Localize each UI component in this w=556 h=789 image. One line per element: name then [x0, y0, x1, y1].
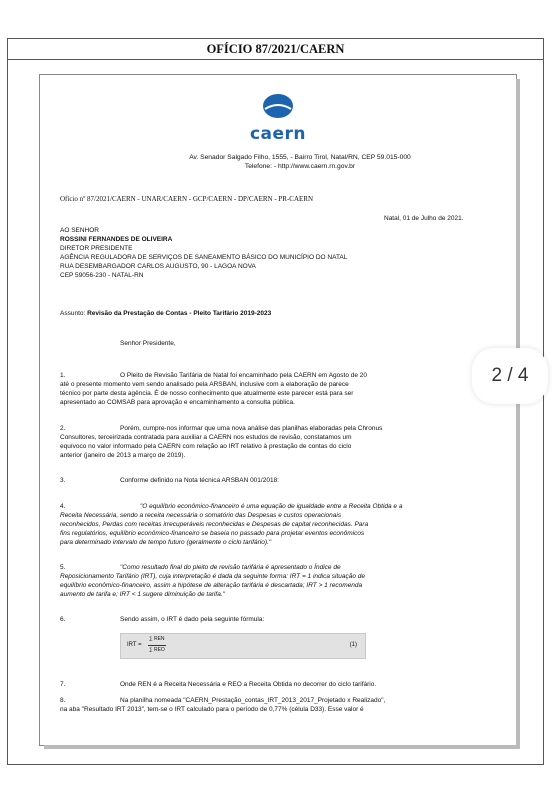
- recipient-line: DIRETOR PRESIDENTE: [60, 245, 133, 252]
- paragraph-line: Na planilha nomeada "CAERN_Prestação_contas_IRT_2013_2017_Projetado x Realizado",: [120, 697, 386, 704]
- document-title: OFÍCIO 87/2021/CAERN: [7, 38, 544, 60]
- paragraph-line: Onde REN é a Receita Necessária e REO a Receita Obtida no decorrer do ciclo tarifário.: [120, 681, 377, 688]
- fraction-bar: [148, 645, 166, 646]
- formula-numerator: ∑ REN: [149, 636, 165, 642]
- quote-line: Receita Necessária, sendo a receita necessária o somatório das Despesas e custos operacionais: [60, 512, 342, 519]
- paragraph-line: técnico por parte desta agência. É de nosso conhecimento que atualmente este parecer está para ser: [60, 390, 354, 397]
- paragraph-number: 3.: [60, 477, 66, 484]
- paragraph-line: apresentado ao COMSAB para aprovação e encaminhamento a consulta pública.: [60, 399, 295, 406]
- quote-line: "Como resultado final do pleito de revisão tarifária é apresentado o Índice de: [120, 564, 341, 571]
- formula-denominator: ∑ REO: [149, 647, 165, 653]
- office-reference: Ofício nº 87/2021/CAERN - UNAR/CAERN - GCP/CAERN - DP/CAERN - PR-CAERN: [60, 195, 314, 203]
- quote-line: equilíbrio econômico-financeiro, assim a hipótese de alteração tarifária é descartada; IRT > 1 recomenda: [60, 582, 363, 589]
- paragraph-line: até o presente momento vem sendo analisado pela ARSBAN, inclusive com a elaboração de parece: [60, 381, 349, 388]
- address-line: Av. Senador Salgado Filho, 1555, - Bairro Tirol, Natal/RN, CEP 59.015-000: [189, 154, 411, 161]
- letter-page: [40, 75, 516, 745]
- quote-line: fins regulatórios, equilíbrio econômico-financeiro se baseia no passado para projetar eventos econômicos: [60, 530, 365, 537]
- recipient-line: CEP 59056-230 - NATAL-RN: [60, 272, 144, 279]
- quote-line: reconhecidos, Perdas com receitas irrecuperáveis reconhecidas e Despesas de capital reconhecidas. Para: [60, 521, 369, 528]
- letter-date: Natal, 01 de Julho de 2021.: [384, 215, 464, 222]
- salutation: Senhor Presidente,: [120, 340, 176, 347]
- paragraph-number: 2.: [60, 425, 66, 432]
- paragraph-line: na aba "Resultado IRT 2013", tem-se o IRT calculado para o período de 0,77% (célula D33). Esse valor é: [60, 706, 364, 713]
- paragraph-number: 4.: [60, 503, 66, 510]
- subject-label: Assunto:: [60, 310, 86, 317]
- caern-logo: [40, 93, 516, 144]
- phone-line: Telefone: - http://www.caern.rn.gov.br: [244, 163, 356, 170]
- quote-line: aumento de tarifa e; IRT < 1 sugere diminuição de tarifa.": [60, 591, 225, 598]
- paragraph-line: Consultores, terceirizada contratada para auxiliar a CAERN nos estudos de revisão, constatamos um: [60, 434, 352, 441]
- recipient-line: RUA DESEMBARGADOR CARLOS AUGUSTO, 90 - LAGOA NOVA: [60, 263, 256, 270]
- paragraph-line: anterior (janeiro de 2013 a março de 2019).: [60, 452, 186, 459]
- logo-wordmark: caern: [249, 124, 307, 144]
- paragraph-number: 8.: [60, 697, 66, 704]
- formula-tag: (1): [349, 642, 357, 648]
- formula-lhs: IRT =: [127, 642, 142, 648]
- irt-formula-box: [120, 633, 366, 659]
- paragraph-line: Conforme definido na Nota técnica ARSBAN 001/2018:: [120, 477, 279, 484]
- paragraph-line: O Pleito de Revisão Tarifária de Natal foi encaminhado pela CAERN em Agosto de 20: [120, 372, 368, 379]
- subject-line: [60, 310, 271, 319]
- paragraph-number: 5.: [60, 564, 66, 571]
- subject-text: Revisão da Prestação de Contas - Pleito Tarifário 2019-2023: [87, 310, 272, 317]
- water-drop-icon: [261, 93, 295, 119]
- quote-line: para determinado intervalo de tempo futuro (geralmente o ciclo tarifário).": [60, 539, 272, 546]
- paragraph-line: Sendo assim, o IRT é dado pela seguinte fórmula:: [120, 616, 265, 623]
- quote-line: Reposicionamento Tarifário (IRT), cuja interpretação é dada da seguinte forma: IRT = 1 indica situação de: [60, 573, 366, 580]
- recipient-line: AGÊNCIA REGULADORA DE SERVIÇOS DE SANEAMENTO BÁSICO DO MUNICÍPIO DO NATAL: [60, 254, 348, 261]
- paragraph-line: Porém, cumpre-nos informar que uma nova análise das planilhas elaboradas pela Chronus: [120, 425, 383, 432]
- paragraph-line: equívoco no valor informado pela CAERN com relação ao IRT relativo à prestação de contas do ciclo: [60, 443, 352, 450]
- quote-line: "O equilíbrio econômico-financeiro é uma equação de igualdade entre a Receita Obtida e a: [140, 503, 403, 510]
- recipient-line: AO SENHOR: [60, 227, 100, 234]
- recipient-name: ROSSINI FERNANDES DE OLIVEIRA: [60, 236, 173, 243]
- paragraph-number: 7.: [60, 681, 66, 688]
- paragraph-number: 1.: [60, 372, 66, 379]
- page-indicator: 2 / 4: [472, 348, 548, 404]
- paragraph-number: 6.: [60, 616, 66, 623]
